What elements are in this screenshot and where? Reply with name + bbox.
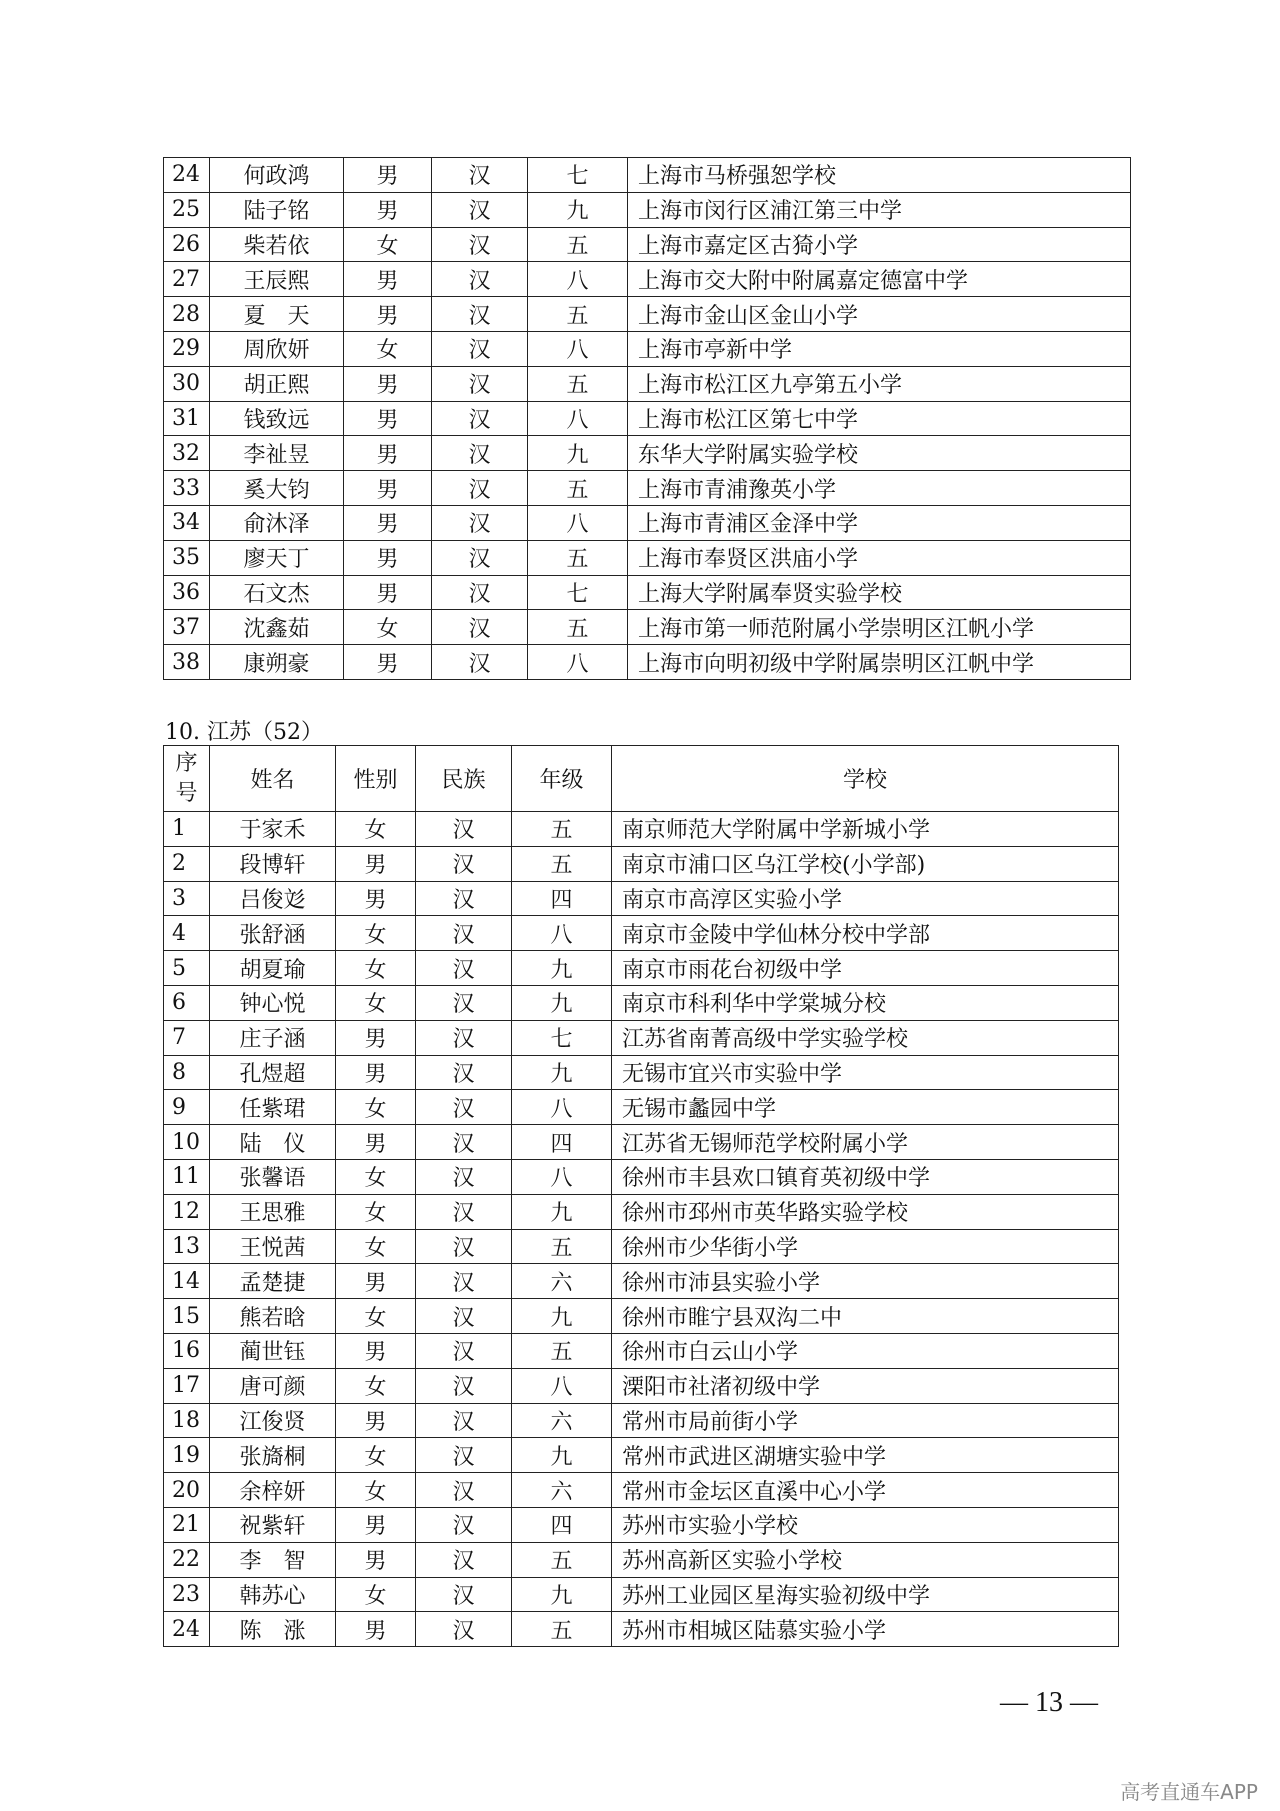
- cell-grade: 五: [528, 297, 628, 332]
- cell-ethnicity: 汉: [416, 1125, 512, 1160]
- cell-name: 沈鑫茹: [210, 610, 344, 645]
- cell-name: 俞沐泽: [210, 505, 344, 540]
- table-row: [164, 610, 1131, 645]
- table-row: [164, 471, 1131, 506]
- table-row: [164, 158, 1131, 193]
- cell-gender: 男: [336, 881, 416, 916]
- cell-ethnicity: 汉: [416, 1542, 512, 1577]
- cell-name: 胡夏瑜: [210, 951, 336, 986]
- table-row: [164, 1403, 1119, 1438]
- cell-ethnicity: 汉: [416, 846, 512, 881]
- cell-name: 陈 涨: [210, 1612, 336, 1647]
- cell-name: 张馨语: [210, 1159, 336, 1194]
- cell-index: 22: [164, 1542, 210, 1577]
- cell-index: 8: [164, 1055, 210, 1090]
- table-row: [164, 1299, 1119, 1334]
- cell-index: 1: [164, 812, 210, 847]
- cell-gender: 男: [336, 1055, 416, 1090]
- cell-name: 孟楚捷: [210, 1264, 336, 1299]
- table-row: [164, 1507, 1119, 1542]
- cell-index: 2: [164, 846, 210, 881]
- cell-name: 张舒涵: [210, 916, 336, 951]
- cell-school: 苏州工业园区星海实验初级中学: [612, 1577, 1119, 1612]
- cell-index: 17: [164, 1368, 210, 1403]
- cell-index: 37: [164, 610, 210, 645]
- cell-index: 11: [164, 1159, 210, 1194]
- table-row: [164, 812, 1119, 847]
- cell-name: 庄子涵: [210, 1020, 336, 1055]
- cell-ethnicity: 汉: [432, 227, 528, 262]
- cell-name: 何政鸿: [210, 158, 344, 193]
- cell-name: 陆子铭: [210, 192, 344, 227]
- cell-gender: 男: [336, 1612, 416, 1647]
- cell-school: 江苏省南菁高级中学实验学校: [612, 1020, 1119, 1055]
- cell-school: 苏州市相城区陆慕实验小学: [612, 1612, 1119, 1647]
- cell-index: 18: [164, 1403, 210, 1438]
- cell-name: 夏 天: [210, 297, 344, 332]
- cell-ethnicity: 汉: [432, 192, 528, 227]
- watermark-text: 高考直通车APP: [1120, 1780, 1258, 1804]
- cell-gender: 男: [344, 575, 432, 610]
- cell-gender: 男: [344, 471, 432, 506]
- cell-index: 25: [164, 192, 210, 227]
- cell-name: 吕俊彣: [210, 881, 336, 916]
- cell-index: 27: [164, 262, 210, 297]
- cell-index: 10: [164, 1125, 210, 1160]
- table-row: [164, 505, 1131, 540]
- cell-ethnicity: 汉: [416, 1438, 512, 1473]
- cell-school: 常州市局前街小学: [612, 1403, 1119, 1438]
- table-row: [164, 401, 1131, 436]
- cell-name: 康朔豪: [210, 645, 344, 680]
- cell-name: 张旖桐: [210, 1438, 336, 1473]
- cell-index: 15: [164, 1299, 210, 1334]
- header-school: 学校: [612, 746, 1119, 812]
- cell-name: 任紫珺: [210, 1090, 336, 1125]
- cell-name: 于家禾: [210, 812, 336, 847]
- cell-gender: 男: [344, 505, 432, 540]
- cell-name: 廖天丁: [210, 540, 344, 575]
- cell-ethnicity: 汉: [416, 1055, 512, 1090]
- cell-ethnicity: 汉: [416, 916, 512, 951]
- cell-gender: 女: [336, 812, 416, 847]
- cell-school: 南京市雨花台初级中学: [612, 951, 1119, 986]
- table-row: [164, 366, 1131, 401]
- table-row: [164, 1368, 1119, 1403]
- cell-index: 34: [164, 505, 210, 540]
- table-row: [164, 951, 1119, 986]
- cell-grade: 五: [528, 610, 628, 645]
- cell-school: 上海大学附属奉贤实验学校: [628, 575, 1131, 610]
- cell-grade: 九: [512, 1299, 612, 1334]
- cell-ethnicity: 汉: [416, 1612, 512, 1647]
- cell-index: 26: [164, 227, 210, 262]
- cell-gender: 男: [344, 158, 432, 193]
- table-row: [164, 1159, 1119, 1194]
- cell-gender: 男: [336, 1020, 416, 1055]
- cell-grade: 四: [512, 1507, 612, 1542]
- cell-grade: 七: [512, 1020, 612, 1055]
- cell-gender: 女: [336, 985, 416, 1020]
- table-row: [164, 331, 1131, 366]
- cell-gender: 女: [344, 227, 432, 262]
- cell-gender: 男: [336, 1264, 416, 1299]
- cell-ethnicity: 汉: [432, 645, 528, 680]
- cell-grade: 八: [528, 645, 628, 680]
- table-row: [164, 262, 1131, 297]
- cell-index: 9: [164, 1090, 210, 1125]
- cell-name: 钱致远: [210, 401, 344, 436]
- cell-school: 南京市高淳区实验小学: [612, 881, 1119, 916]
- cell-gender: 男: [336, 1125, 416, 1160]
- cell-school: 常州市金坛区直溪中心小学: [612, 1473, 1119, 1508]
- cell-name: 石文杰: [210, 575, 344, 610]
- cell-gender: 女: [336, 916, 416, 951]
- cell-gender: 男: [344, 192, 432, 227]
- cell-index: 38: [164, 645, 210, 680]
- header-name: 姓名: [210, 746, 336, 812]
- table-row: [164, 1229, 1119, 1264]
- cell-school: 上海市第一师范附属小学崇明区江帆小学: [628, 610, 1131, 645]
- cell-gender: 女: [336, 1368, 416, 1403]
- cell-gender: 男: [344, 645, 432, 680]
- cell-gender: 男: [336, 1507, 416, 1542]
- cell-index: 24: [164, 1612, 210, 1647]
- cell-ethnicity: 汉: [416, 881, 512, 916]
- jiangsu-roster-table: [163, 745, 1119, 1647]
- cell-school: 徐州市丰县欢口镇育英初级中学: [612, 1159, 1119, 1194]
- cell-grade: 五: [528, 366, 628, 401]
- cell-grade: 九: [528, 192, 628, 227]
- cell-school: 东华大学附属实验学校: [628, 436, 1131, 471]
- cell-index: 5: [164, 951, 210, 986]
- cell-school: 上海市嘉定区古猗小学: [628, 227, 1131, 262]
- jiangsu-roster-body: [164, 812, 1119, 1647]
- cell-school: 无锡市宜兴市实验中学: [612, 1055, 1119, 1090]
- cell-school: 徐州市少华街小学: [612, 1229, 1119, 1264]
- cell-index: 36: [164, 575, 210, 610]
- cell-grade: 八: [528, 331, 628, 366]
- cell-ethnicity: 汉: [432, 366, 528, 401]
- cell-gender: 男: [344, 366, 432, 401]
- table-row: [164, 540, 1131, 575]
- cell-gender: 女: [336, 951, 416, 986]
- cell-grade: 九: [528, 436, 628, 471]
- cell-ethnicity: 汉: [432, 471, 528, 506]
- cell-name: 李祉昱: [210, 436, 344, 471]
- table-row: [164, 1090, 1119, 1125]
- cell-index: 21: [164, 1507, 210, 1542]
- cell-name: 钟心悦: [210, 985, 336, 1020]
- header-gender: 性别: [336, 746, 416, 812]
- cell-grade: 九: [512, 1577, 612, 1612]
- cell-grade: 八: [512, 1368, 612, 1403]
- cell-name: 韩苏心: [210, 1577, 336, 1612]
- cell-ethnicity: 汉: [416, 1264, 512, 1299]
- cell-school: 常州市武进区湖塘实验中学: [612, 1438, 1119, 1473]
- table-row: [164, 1264, 1119, 1299]
- cell-gender: 女: [336, 1159, 416, 1194]
- table-row: [164, 575, 1131, 610]
- cell-ethnicity: 汉: [416, 1299, 512, 1334]
- cell-gender: 女: [344, 610, 432, 645]
- cell-school: 徐州市白云山小学: [612, 1333, 1119, 1368]
- cell-school: 南京市科利华中学棠城分校: [612, 985, 1119, 1020]
- cell-gender: 男: [336, 846, 416, 881]
- cell-ethnicity: 汉: [416, 985, 512, 1020]
- cell-grade: 五: [528, 471, 628, 506]
- cell-school: 徐州市沛县实验小学: [612, 1264, 1119, 1299]
- cell-gender: 男: [344, 297, 432, 332]
- cell-school: 徐州市睢宁县双沟二中: [612, 1299, 1119, 1334]
- cell-name: 熊若晗: [210, 1299, 336, 1334]
- cell-grade: 五: [512, 1333, 612, 1368]
- cell-ethnicity: 汉: [416, 1577, 512, 1612]
- cell-grade: 八: [528, 401, 628, 436]
- table-row: [164, 436, 1131, 471]
- cell-ethnicity: 汉: [416, 1020, 512, 1055]
- cell-ethnicity: 汉: [416, 1194, 512, 1229]
- cell-name: 柴若依: [210, 227, 344, 262]
- cell-index: 32: [164, 436, 210, 471]
- cell-name: 王思雅: [210, 1194, 336, 1229]
- header-ethnicity: 民族: [416, 746, 512, 812]
- table-row: [164, 846, 1119, 881]
- cell-index: 30: [164, 366, 210, 401]
- cell-grade: 五: [512, 846, 612, 881]
- cell-ethnicity: 汉: [432, 540, 528, 575]
- cell-grade: 八: [512, 916, 612, 951]
- cell-ethnicity: 汉: [432, 610, 528, 645]
- cell-school: 徐州市邳州市英华路实验学校: [612, 1194, 1119, 1229]
- cell-ethnicity: 汉: [432, 401, 528, 436]
- cell-grade: 五: [528, 540, 628, 575]
- cell-index: 14: [164, 1264, 210, 1299]
- cell-index: 19: [164, 1438, 210, 1473]
- cell-grade: 五: [512, 1612, 612, 1647]
- table-row: [164, 192, 1131, 227]
- cell-index: 13: [164, 1229, 210, 1264]
- cell-gender: 男: [344, 540, 432, 575]
- cell-grade: 五: [512, 812, 612, 847]
- cell-gender: 男: [344, 262, 432, 297]
- cell-school: 南京师范大学附属中学新城小学: [612, 812, 1119, 847]
- cell-name: 江俊贤: [210, 1403, 336, 1438]
- header-grade: 年级: [512, 746, 612, 812]
- cell-grade: 九: [512, 1055, 612, 1090]
- cell-grade: 八: [528, 262, 628, 297]
- cell-school: 苏州市实验小学校: [612, 1507, 1119, 1542]
- header-index: 序号: [164, 746, 210, 812]
- cell-index: 12: [164, 1194, 210, 1229]
- cell-gender: 女: [336, 1299, 416, 1334]
- cell-ethnicity: 汉: [416, 1229, 512, 1264]
- cell-ethnicity: 汉: [432, 331, 528, 366]
- table-row: [164, 1194, 1119, 1229]
- page-number: — 13 —: [1000, 1687, 1098, 1718]
- cell-school: 江苏省无锡师范学校附属小学: [612, 1125, 1119, 1160]
- cell-grade: 八: [528, 505, 628, 540]
- table-row: [164, 1125, 1119, 1160]
- cell-gender: 男: [336, 1403, 416, 1438]
- table-row: [164, 1473, 1119, 1508]
- table-header-row: [164, 746, 1119, 812]
- shanghai-roster-table: [163, 157, 1131, 680]
- cell-ethnicity: 汉: [416, 1159, 512, 1194]
- cell-name: 段博轩: [210, 846, 336, 881]
- cell-ethnicity: 汉: [432, 575, 528, 610]
- cell-ethnicity: 汉: [416, 1368, 512, 1403]
- table-row: [164, 985, 1119, 1020]
- cell-index: 35: [164, 540, 210, 575]
- cell-name: 王辰熙: [210, 262, 344, 297]
- cell-school: 上海市青浦区金泽中学: [628, 505, 1131, 540]
- cell-grade: 九: [512, 1438, 612, 1473]
- cell-grade: 四: [512, 881, 612, 916]
- cell-name: 唐可颜: [210, 1368, 336, 1403]
- cell-ethnicity: 汉: [416, 1333, 512, 1368]
- cell-ethnicity: 汉: [416, 1473, 512, 1508]
- cell-index: 16: [164, 1333, 210, 1368]
- cell-grade: 九: [512, 951, 612, 986]
- cell-grade: 五: [528, 227, 628, 262]
- cell-grade: 六: [512, 1473, 612, 1508]
- cell-gender: 女: [336, 1473, 416, 1508]
- table-row: [164, 227, 1131, 262]
- cell-school: 上海市松江区九亭第五小学: [628, 366, 1131, 401]
- cell-index: 23: [164, 1577, 210, 1612]
- table-row: [164, 1333, 1119, 1368]
- cell-school: 南京市金陵中学仙林分校中学部: [612, 916, 1119, 951]
- cell-gender: 女: [336, 1577, 416, 1612]
- cell-index: 31: [164, 401, 210, 436]
- cell-name: 陆 仪: [210, 1125, 336, 1160]
- cell-index: 3: [164, 881, 210, 916]
- table-row: [164, 297, 1131, 332]
- cell-school: 上海市交大附中附属嘉定德富中学: [628, 262, 1131, 297]
- cell-school: 苏州高新区实验小学校: [612, 1542, 1119, 1577]
- cell-grade: 九: [512, 985, 612, 1020]
- table-row: [164, 1438, 1119, 1473]
- cell-name: 李 智: [210, 1542, 336, 1577]
- cell-grade: 五: [512, 1542, 612, 1577]
- cell-gender: 女: [344, 331, 432, 366]
- cell-ethnicity: 汉: [432, 158, 528, 193]
- cell-gender: 男: [336, 1542, 416, 1577]
- shanghai-roster-body: [164, 158, 1131, 680]
- cell-school: 上海市向明初级中学附属崇明区江帆中学: [628, 645, 1131, 680]
- table-row: [164, 1020, 1119, 1055]
- cell-ethnicity: 汉: [432, 505, 528, 540]
- cell-ethnicity: 汉: [432, 297, 528, 332]
- cell-school: 上海市闵行区浦江第三中学: [628, 192, 1131, 227]
- table-row: [164, 645, 1131, 680]
- cell-school: 上海市青浦豫英小学: [628, 471, 1131, 506]
- cell-gender: 女: [336, 1194, 416, 1229]
- cell-school: 上海市亭新中学: [628, 331, 1131, 366]
- cell-name: 胡正熙: [210, 366, 344, 401]
- cell-ethnicity: 汉: [432, 262, 528, 297]
- cell-grade: 六: [512, 1264, 612, 1299]
- cell-ethnicity: 汉: [416, 1090, 512, 1125]
- cell-grade: 八: [512, 1090, 612, 1125]
- cell-grade: 四: [512, 1125, 612, 1160]
- cell-school: 溧阳市社渚初级中学: [612, 1368, 1119, 1403]
- cell-index: 6: [164, 985, 210, 1020]
- cell-index: 24: [164, 158, 210, 193]
- cell-school: 上海市奉贤区洪庙小学: [628, 540, 1131, 575]
- cell-school: 南京市浦口区乌江学校(小学部): [612, 846, 1119, 881]
- cell-ethnicity: 汉: [416, 1403, 512, 1438]
- cell-ethnicity: 汉: [416, 812, 512, 847]
- cell-ethnicity: 汉: [432, 436, 528, 471]
- cell-gender: 女: [336, 1438, 416, 1473]
- cell-gender: 女: [336, 1090, 416, 1125]
- cell-ethnicity: 汉: [416, 1507, 512, 1542]
- cell-school: 上海市松江区第七中学: [628, 401, 1131, 436]
- cell-name: 祝紫轩: [210, 1507, 336, 1542]
- cell-index: 20: [164, 1473, 210, 1508]
- cell-school: 无锡市蠡园中学: [612, 1090, 1119, 1125]
- cell-index: 7: [164, 1020, 210, 1055]
- cell-grade: 九: [512, 1194, 612, 1229]
- cell-name: 蔺世钰: [210, 1333, 336, 1368]
- cell-school: 上海市马桥强恕学校: [628, 158, 1131, 193]
- cell-name: 王悦茜: [210, 1229, 336, 1264]
- cell-name: 周欣妍: [210, 331, 344, 366]
- cell-name: 奚大钧: [210, 471, 344, 506]
- cell-gender: 男: [344, 401, 432, 436]
- cell-grade: 七: [528, 575, 628, 610]
- cell-gender: 男: [344, 436, 432, 471]
- cell-name: 余梓妍: [210, 1473, 336, 1508]
- cell-gender: 女: [336, 1229, 416, 1264]
- cell-grade: 六: [512, 1403, 612, 1438]
- cell-school: 上海市金山区金山小学: [628, 297, 1131, 332]
- table-row: [164, 881, 1119, 916]
- cell-index: 29: [164, 331, 210, 366]
- cell-grade: 七: [528, 158, 628, 193]
- table-row: [164, 1577, 1119, 1612]
- cell-grade: 五: [512, 1229, 612, 1264]
- cell-index: 4: [164, 916, 210, 951]
- cell-gender: 男: [336, 1333, 416, 1368]
- table-row: [164, 916, 1119, 951]
- table-row: [164, 1055, 1119, 1090]
- table-row: [164, 1612, 1119, 1647]
- cell-ethnicity: 汉: [416, 951, 512, 986]
- cell-grade: 八: [512, 1159, 612, 1194]
- cell-index: 28: [164, 297, 210, 332]
- section-title: 10. 江苏（52）: [165, 720, 323, 745]
- table-row: [164, 1542, 1119, 1577]
- cell-name: 孔煜超: [210, 1055, 336, 1090]
- cell-index: 33: [164, 471, 210, 506]
